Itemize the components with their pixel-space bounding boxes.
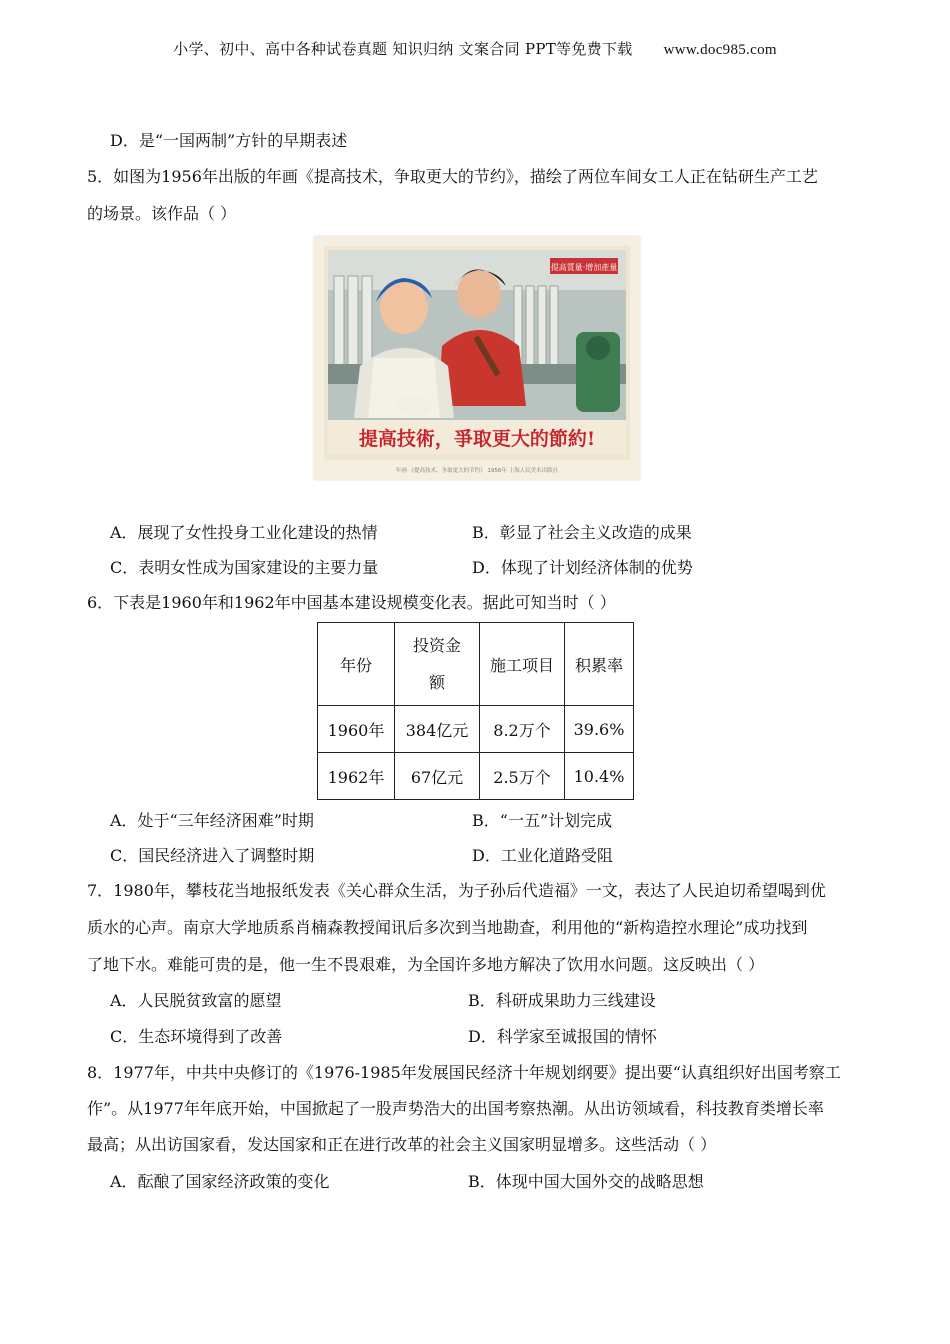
q8-option-b[interactable]: B．体现中国大国外交的战略思想 (468, 1172, 704, 1191)
q8-stem-line3: 最高；从出访国家看，发达国家和正在进行改革的社会主义国家明显增多。这些活动（ ） (87, 1135, 717, 1154)
q5-option-d[interactable]: D．体现了计划经济体制的优势 (472, 558, 693, 577)
table-header-row (318, 623, 634, 706)
q7-option-a[interactable]: A．人民脱贫致富的愿望 (110, 991, 282, 1010)
q8-option-a[interactable]: A．酝酿了国家经济政策的变化 (110, 1172, 330, 1191)
q6-stem: 6．下表是1960年和1962年中国基本建设规模变化表。据此可知当时（ ） (87, 593, 616, 612)
q7-option-c[interactable]: C．生态环境得到了改善 (110, 1027, 283, 1046)
construction-table (317, 622, 634, 800)
header-site[interactable]: www.doc985.com (663, 42, 777, 58)
q7-stem-line2: 质水的心声。南京大学地质系肖楠森教授闻讯后多次到当地勘查，利用他的“新构造控水理论”成功找到 (87, 918, 808, 937)
table-header-investment-line2: 额 (428, 673, 445, 692)
table-cell: 384亿元 (395, 706, 480, 753)
poster-caption: 年画 《提高技术，争取更大的节约》 1956年 上海人民美术出版社 (395, 468, 559, 474)
q4-option-d[interactable]: D．是“一国两制”方针的早期表述 (110, 131, 348, 150)
q5-option-b[interactable]: B．彰显了社会主义改造的成果 (472, 523, 692, 542)
table-header-projects: 施工项目 (480, 623, 565, 706)
q6-option-a[interactable]: A．处于“三年经济困难”时期 (110, 811, 314, 830)
table-header-investment-line1: 投资金 (412, 636, 461, 655)
q5-option-a[interactable]: A．展现了女性投身工业化建设的热情 (110, 523, 378, 542)
poster-slogan: 提高技術，爭取更大的節約! (358, 428, 596, 450)
table-header-investment (395, 623, 480, 706)
table-header-accumulation: 积累率 (565, 623, 634, 706)
q6-option-d[interactable]: D．工业化道路受阻 (472, 846, 613, 865)
q8-stem-line1: 8．1977年，中共中央修订的《1976-1985年发展国民经济十年规划纲要》提出要“认真组织好出国考察工 (87, 1063, 841, 1082)
table-header-year: 年份 (318, 623, 395, 706)
q5-option-c[interactable]: C．表明女性成为国家建设的主要力量 (110, 558, 379, 577)
table-cell: 1962年 (318, 753, 395, 800)
q7-stem-line1: 7．1980年，攀枝花当地报纸发表《关心群众生活，为子孙后代造福》一文，表达了人民迫切希望喝到优 (87, 881, 826, 900)
table-cell: 2.5万个 (480, 753, 565, 800)
table-cell: 8.2万个 (480, 706, 565, 753)
q8-stem-line2: 作”。从1977年年底开始，中国掀起了一股声势浩大的出国考察热潮。从出访领域看，科技教育类增长率 (87, 1099, 824, 1118)
q6-option-b[interactable]: B．“一五”计划完成 (472, 811, 613, 830)
table-row (318, 706, 634, 753)
poster-banner: 提高質量·增加產量 (550, 263, 618, 272)
page-header (0, 38, 950, 59)
table-row (318, 753, 634, 800)
table-cell: 10.4% (565, 753, 634, 800)
poster-image (314, 236, 640, 480)
q7-stem-line3: 了地下水。难能可贵的是，他一生不畏艰难，为全国许多地方解决了饮用水问题。这反映出（ ） (87, 955, 765, 974)
table-cell: 39.6% (565, 706, 634, 753)
q7-option-d[interactable]: D．科学家至诚报国的情怀 (468, 1027, 657, 1046)
q7-option-b[interactable]: B．科研成果助力三线建设 (468, 991, 656, 1010)
table-cell: 1960年 (318, 706, 395, 753)
header-text: 小学、初中、高中各种试卷真题 知识归纳 文案合同 PPT等免费下载 (173, 40, 633, 58)
q6-option-c[interactable]: C．国民经济进入了调整时期 (110, 846, 315, 865)
poster-illustration (314, 236, 640, 480)
table-cell: 67亿元 (395, 753, 480, 800)
q5-stem-line1: 5．如图为1956年出版的年画《提高技术，争取更大的节约》，描绘了两位车间女工人正在钻研生产工艺 (87, 167, 818, 186)
q5-stem-line2: 的场景。该作品（ ） (87, 204, 237, 223)
